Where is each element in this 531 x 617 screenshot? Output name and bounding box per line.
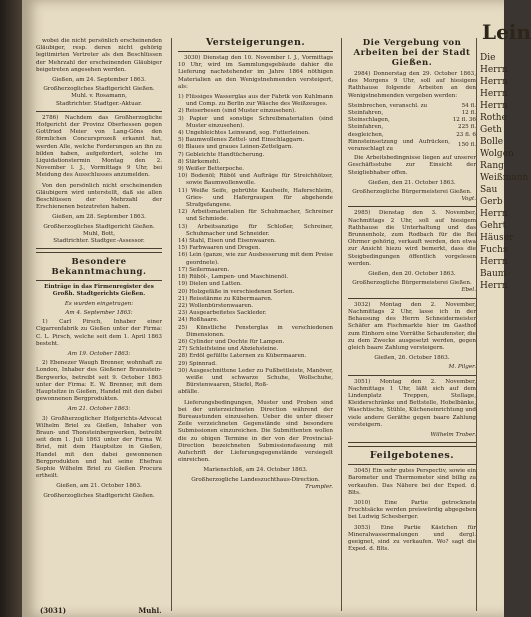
price-label: desgleichen, bbox=[348, 131, 384, 138]
page-footer bbox=[40, 606, 232, 615]
divider bbox=[36, 280, 162, 281]
notice-2984: 2984) Donnerstag den 29. October 1863, des Morgens 9 Uhr, soll auf hiesigem Rathhause folgende Arbeiten an den Wenigstnehmenden vergeben werden: bbox=[348, 71, 476, 99]
fragment-word: Herrn bbox=[480, 281, 508, 291]
price-row bbox=[348, 103, 476, 110]
fragment-word: Herrn bbox=[480, 209, 508, 219]
fragment-word: Herrn bbox=[480, 101, 508, 111]
price-row bbox=[348, 124, 476, 131]
materials-list-item: 20) Holzgefäße in verschiedenen Sorten. bbox=[178, 288, 295, 295]
notice-2984-date: Gießen, den 21. October 1863. bbox=[368, 179, 456, 186]
register-date: Gießen, am 21. October 1863. bbox=[56, 483, 142, 490]
materials-list-item: 18) Rüböl-, Lampen- und Maschinenöl. bbox=[178, 274, 289, 281]
materials-list-item: 11) Weiße Seife, gebrühte Kaufseife, Haferschleim, Gries- und Hafergraupen für abgehende Strafgefangene. bbox=[178, 187, 333, 209]
materials-list-item: 4) Ungebleichtes Leinwand, sog. Futterleinen. bbox=[178, 130, 310, 137]
divider bbox=[36, 111, 162, 112]
notice-2786: 2786) Nachdem das Großherzogliche Hofgericht der Provinz Oberhessen gegen Gottfried Meier von Lang-Göns den förmlichen Concursprozeß erkannt hat, werden Alle, welche Forderungen an ihn zu bilden haben, aufgefordert, solche im Liquidationstermin Montag den 2. November l. J., Vormittags 9 Uhr, bei Meidung des Ausschlusses anzumelden. bbox=[36, 114, 162, 179]
auction-authority: Großherzogliche Landeszuchthaus-Direction. bbox=[191, 476, 320, 483]
divider bbox=[348, 298, 476, 299]
price-value: 225 fl. bbox=[458, 124, 476, 131]
delivery-conditions: Lieferungsbedingungen, Muster und Proben sind bei der unterzeichneten Direction während der Bureaustunden einzusehen. Ueber die unter dieser Zeile verzeichneten Gegenstände sind besondere Submissionen einzureichen. Die Submittenten wollen die zu obigen Termine in der von der Provincial-Direction bezeichneten Submissionsfassung mit Aufschrift der Lieferungsgegenstände versiegelt einreichen. bbox=[178, 399, 333, 464]
materials-list-item: 23) Ausgearbeitetes Sackleder. bbox=[178, 310, 267, 317]
materials-list-item: 10) Bodenöl; Rüböl und Aufträge für Streichhölzer, sowie Baumwollenwolle. bbox=[178, 173, 333, 187]
fragment-word: Rang bbox=[480, 161, 504, 171]
column-3 bbox=[348, 34, 476, 613]
signatures: Muhl. v. Rosamann, bbox=[71, 93, 127, 100]
notice-3053: 3053) Eine Partie Kästchen für Mineralwassermalungen und dergl. geeignet, sind zu verkaufen. Wo? sagt die Exped. d. Blts. bbox=[348, 524, 476, 553]
price-table bbox=[348, 103, 476, 153]
register-title: Einträge in das Firmenregister des Großh. Stadtgerichts Gießen. bbox=[44, 284, 154, 298]
register-entry-3: 3) Großherzoglicher Hofgerichts-Advocat Wilhelm Briel zu Gießen, Inhaber von Braun- und Thonsteinbergwerken, betreibt seit dem 1. Juli 1863 unter der Firma W. Briel, mit dem Hauptsitze in Gießen, Handel mit den dabei gewonnenen Bergprodukten und hat seine Ehefrau Sophie Wilhelm Briel zu Gießen Procura ertheilt. bbox=[36, 415, 162, 480]
fragment-word: Häuser bbox=[480, 233, 514, 243]
column-rule bbox=[341, 38, 342, 611]
entered-label: Es wurden eingetragen: bbox=[64, 300, 134, 307]
materials-list-item: 16) Lein (ganze, wie zur Ausbesserung mit dem Preise geordnete). bbox=[178, 252, 333, 266]
price-value: 150 fl. bbox=[458, 142, 476, 149]
notice-2786-cont: Von den persönlich nicht erscheinenden Gläubigern wird unterstellt, daß sie allen Beschlüssen der Mehrzahl der Erschienenen beizutreten haben. bbox=[36, 182, 162, 211]
fragment-word: Rothe bbox=[480, 113, 507, 123]
auctions-heading: Versteigerungen. bbox=[205, 37, 306, 48]
materials-list-item: 26) Cylinder und Dochte für Lampen. bbox=[178, 338, 285, 345]
court-name: Großherzogliches Stadtgericht Gießen. bbox=[43, 86, 155, 93]
notice-3051-signature: Wilhelm Trober. bbox=[430, 431, 476, 438]
divider bbox=[178, 51, 333, 52]
divider bbox=[348, 464, 476, 465]
materials-list-item: 29) Spinnrad. bbox=[178, 360, 217, 367]
notice-2984-authority: Großherzogliche Bürgermeisterei Gießen. bbox=[352, 189, 472, 196]
notice-2984-signature: Vogt. bbox=[461, 196, 476, 203]
materials-list-item: 12) Arbeitsmaterialien für Schuhmacher, Schreiner und Schmiede. bbox=[178, 209, 333, 223]
masthead-fragment: Lein bbox=[482, 20, 531, 44]
entry-date-b: Am 19. October 1863: bbox=[67, 350, 131, 357]
column-rule bbox=[171, 38, 172, 611]
materials-list-item: 7) Gebleichte Handtücherung. bbox=[178, 151, 265, 158]
materials-list-item: 17) Seilermaaren. bbox=[178, 266, 230, 273]
fragment-word: Gerb bbox=[480, 197, 503, 207]
fragment-word: Fuchs bbox=[480, 245, 508, 255]
materials-list-item: 2) Reiserbesen (sind Muster einzusehen). bbox=[178, 108, 297, 115]
auction-signature: Trumpler. bbox=[305, 483, 333, 490]
column-1 bbox=[36, 38, 162, 613]
register-court: Großherzogliches Stadtgericht Gießen. bbox=[43, 492, 155, 499]
footer-number: (3031) bbox=[40, 606, 67, 615]
fragment-word: Gehrt bbox=[480, 221, 507, 231]
notice-2786-signatures: Muhl, Bott, bbox=[82, 230, 116, 237]
materials-list-item: 14) Stahl, Eisen und Eisenwaaren. bbox=[178, 238, 276, 245]
fragment-word: Herrn bbox=[480, 77, 508, 87]
materials-list-item: 30) Ausgeschnittene Leder zu Fußbettleiste, Manöver, weiße und schwarze Schuhe, Wollschuhe, Bürstenwaaren, Stiefel, Roß- bbox=[178, 367, 333, 389]
materials-list-item: 5) Baumwollenes Zettel- und Einschlaggarn. bbox=[178, 137, 305, 144]
materials-list-item: 6) Blaues und graues Leinen-Zettelgarn. bbox=[178, 144, 294, 151]
notice-2984-cont: Die Arbeitsbedingnisse liegen auf unserer Geschäftsstube zur Einsicht der Steigliebhaber offen. bbox=[348, 155, 476, 176]
price-value: 12 fl. 36 bbox=[452, 117, 476, 124]
materials-list-item: 22) Wollenbürstenwaaren. bbox=[178, 302, 254, 309]
notice-date: Gießen, am 24. September 1863. bbox=[52, 77, 146, 84]
materials-list-item: 15) Farbwaaren und Drogen. bbox=[178, 245, 261, 252]
materials-list-item: 21) Reisstänme zu Kübermaaren. bbox=[178, 295, 273, 302]
materials-list bbox=[178, 94, 333, 397]
price-row bbox=[348, 110, 476, 117]
column-2 bbox=[178, 34, 333, 613]
entry-date-c: Am 21. October 1863: bbox=[67, 406, 131, 413]
section-heading: Besondere Bekanntmachung. bbox=[51, 257, 147, 278]
fragment-word: Herrn bbox=[480, 65, 508, 75]
price-value: 54 fl. bbox=[461, 102, 476, 109]
fragment-word: Herrn bbox=[480, 257, 508, 267]
materials-list-item: 9) Weißer Betterpoche. bbox=[178, 166, 245, 173]
column-4-fragment bbox=[480, 52, 529, 613]
double-divider bbox=[36, 248, 162, 253]
fragment-word: Herrn bbox=[480, 89, 508, 99]
column-rule bbox=[476, 38, 477, 611]
signature-titles: Stadtrichter. Stadtger.-Aktuar. bbox=[56, 100, 142, 107]
notice-3045: 3045) Ein sehr gutes Perspectiv, sowie ein Barometer und Thermometer sind billig zu verkaufen. Das Nähere bei der Exped. d. Blts. bbox=[348, 468, 476, 496]
auction-date: Marienschloß, am 24. October 1863. bbox=[203, 467, 308, 474]
footer-signature: Muhl. bbox=[138, 606, 162, 615]
entry-date-a: Am 4. September 1863: bbox=[65, 309, 133, 316]
fragment-word: Bolle bbox=[480, 137, 504, 147]
fragment-word: Weißmann bbox=[480, 173, 529, 183]
materials-list-item: 13) Arbeitsanzüge für Schloßer, Schreiner, Schuhmacher und Schneider. bbox=[178, 223, 333, 237]
notice-2786-date: Gießen, am 28. September 1863. bbox=[52, 214, 146, 221]
fragment-word: Wolgen bbox=[480, 149, 514, 159]
divider bbox=[348, 375, 476, 376]
notice-2985-date: Gießen, den 20. October 1863. bbox=[368, 271, 456, 278]
notice-2985-authority: Großherzogliche Bürgermeisterei Gießen. bbox=[352, 280, 472, 287]
fragment-word: Die bbox=[480, 53, 496, 63]
materials-list-item: 8) Stärkemehl. bbox=[178, 158, 221, 165]
materials-list-item: 19) Dielen und Latten. bbox=[178, 281, 242, 288]
notice-2985: 2985) Dienstag den 3. November, Nachmittags 2 Uhr, soll auf hiesigem Rathhause die Unterhaltung und das Brunnenholz, zum Rodbach für die Bei Ohrmer gehörig, verkauft werden, den etwa zur Ansicht hiezu wird bemerkt, dass die Steigbedingungen öffentlich vorgelesen werden. bbox=[348, 210, 476, 267]
price-row bbox=[348, 139, 476, 153]
register-entry-1: 1) Carl Pirsch, Inhaber einer Cigarrenfabrik zu Gießen unter der Firma: C. L. Pirsch, welche seit dem 1. April 1863 besteht. bbox=[36, 319, 162, 347]
closing-notice-text: wobei die nicht persönlich erscheinenden Gläubiger, resp. deren nicht gehörig legitimirten Vertreter als den Beschlüssen der Mehrzahl der erscheinenden Gläubiger beigetreten angesehen werden. bbox=[36, 38, 162, 73]
fragment-word: Baum bbox=[480, 269, 507, 279]
notice-3051: 3051) Montag den 2. November, Nachmittags 1 Uhr, läßt sich auf dem Lindenplatz Treppen, Stellage, Kleiderschränke und Bettstelle, Hobelbänke, Waschtische, Stühle, Kücheneinrichtung und viele andere Geräthe gegen baare Zahlung versteigern. bbox=[348, 378, 476, 428]
price-value: 23 fl. 6 bbox=[456, 131, 476, 138]
materials-list-item: 28) Erdöl gefüllte Laternen zu Kübermaaren. bbox=[178, 353, 307, 360]
notice-2985-signature: Ebel. bbox=[461, 287, 476, 294]
notice-3032-signature: M. Pilger. bbox=[448, 364, 476, 371]
notice-3032: 3032) Montag den 2. November, Nachmittags 2 Uhr, lasse ich in der Behausung des Herrn Schneidermeister Schäfer am Fischmarkte hier im Gasthof zum Einhorn eine Vorräthe Schaufenster, die zu dem Zwecke ausgesetzt werden, gegen gleich baare Zahlung versteigern. bbox=[348, 301, 476, 351]
fragment-word: Sau bbox=[480, 185, 498, 195]
notice-2786-court: Großherzogliches Stadtgericht Gießen. bbox=[43, 223, 155, 230]
price-row bbox=[348, 132, 476, 139]
price-label: Rinnsteinsetzung und Aufrücken, veranschlagt zu bbox=[348, 138, 450, 153]
register-entry-2: 2) Ebenezer Waugh Brenner, wohnhaft zu London, Inhaber des Gießener Braunstein-Bergwerks, betreibt seit 9. October 1863 unter der Firma: E. W. Brenner, mit dem Hauptsitze in Gießen, Handel mit den dabei gewonnenen Bergprodukten. bbox=[36, 360, 162, 403]
materials-list-item: 1) Flüssiges Wasserglas aus der Fabrik von Kuhlmann und Comp. zu Berlin zur Wäsche des Weißzeuges. bbox=[178, 94, 333, 108]
notice-3010: 3010) Eine Partie getrocknete Fruchtsäcke werden preiswürdig abgegeben bei Ludwig Schesberger. bbox=[348, 499, 476, 521]
price-value: 12 fl. bbox=[461, 110, 476, 117]
book-binding bbox=[0, 0, 22, 617]
materials-list-item: 24) Roßhaare. bbox=[178, 317, 219, 324]
notice-3032-date: Gießen, 26. October 1863. bbox=[374, 355, 450, 362]
price-label: Steinfahren, bbox=[348, 124, 384, 131]
price-row bbox=[348, 117, 476, 124]
price-label: Steinfahren, bbox=[348, 110, 384, 117]
notice-3030: 3030) Dienstag den 10. November l. J., Vormittags 10 Uhr, wird im Sammlungsgebäude dahier die Lieferung nachstehender im Jahre 1864 nöthigen Materialien an den Wenigstnehmenden versteigert, als: bbox=[178, 55, 333, 90]
fragment-word: Geth bbox=[480, 125, 502, 135]
materials-list-item: 27) Schleifsteine und Abziehsteine. bbox=[178, 346, 279, 353]
for-sale-heading: Feilgebotenes. bbox=[369, 450, 455, 462]
double-divider bbox=[348, 442, 476, 447]
price-label: Steinschlagen, bbox=[348, 117, 390, 124]
price-label: Steinbrechen, veranschl. zu bbox=[348, 102, 428, 109]
divider bbox=[348, 206, 476, 207]
notice-2786-titles: Stadtrichter. Stadtger.-Assessor. bbox=[53, 238, 145, 245]
works-heading: Die Vergebung von Arbeiten bei der Stadt Gießen. bbox=[353, 38, 471, 68]
materials-list-item: 25) Künstliche Fensterglas in verschiedenen Dimensionen. bbox=[178, 324, 333, 338]
materials-list-item: 3) Papier und sonstige Schreibmaterialien (sind Muster einzusehen). bbox=[178, 115, 333, 129]
materials-list-item: abfälle. bbox=[178, 389, 199, 396]
